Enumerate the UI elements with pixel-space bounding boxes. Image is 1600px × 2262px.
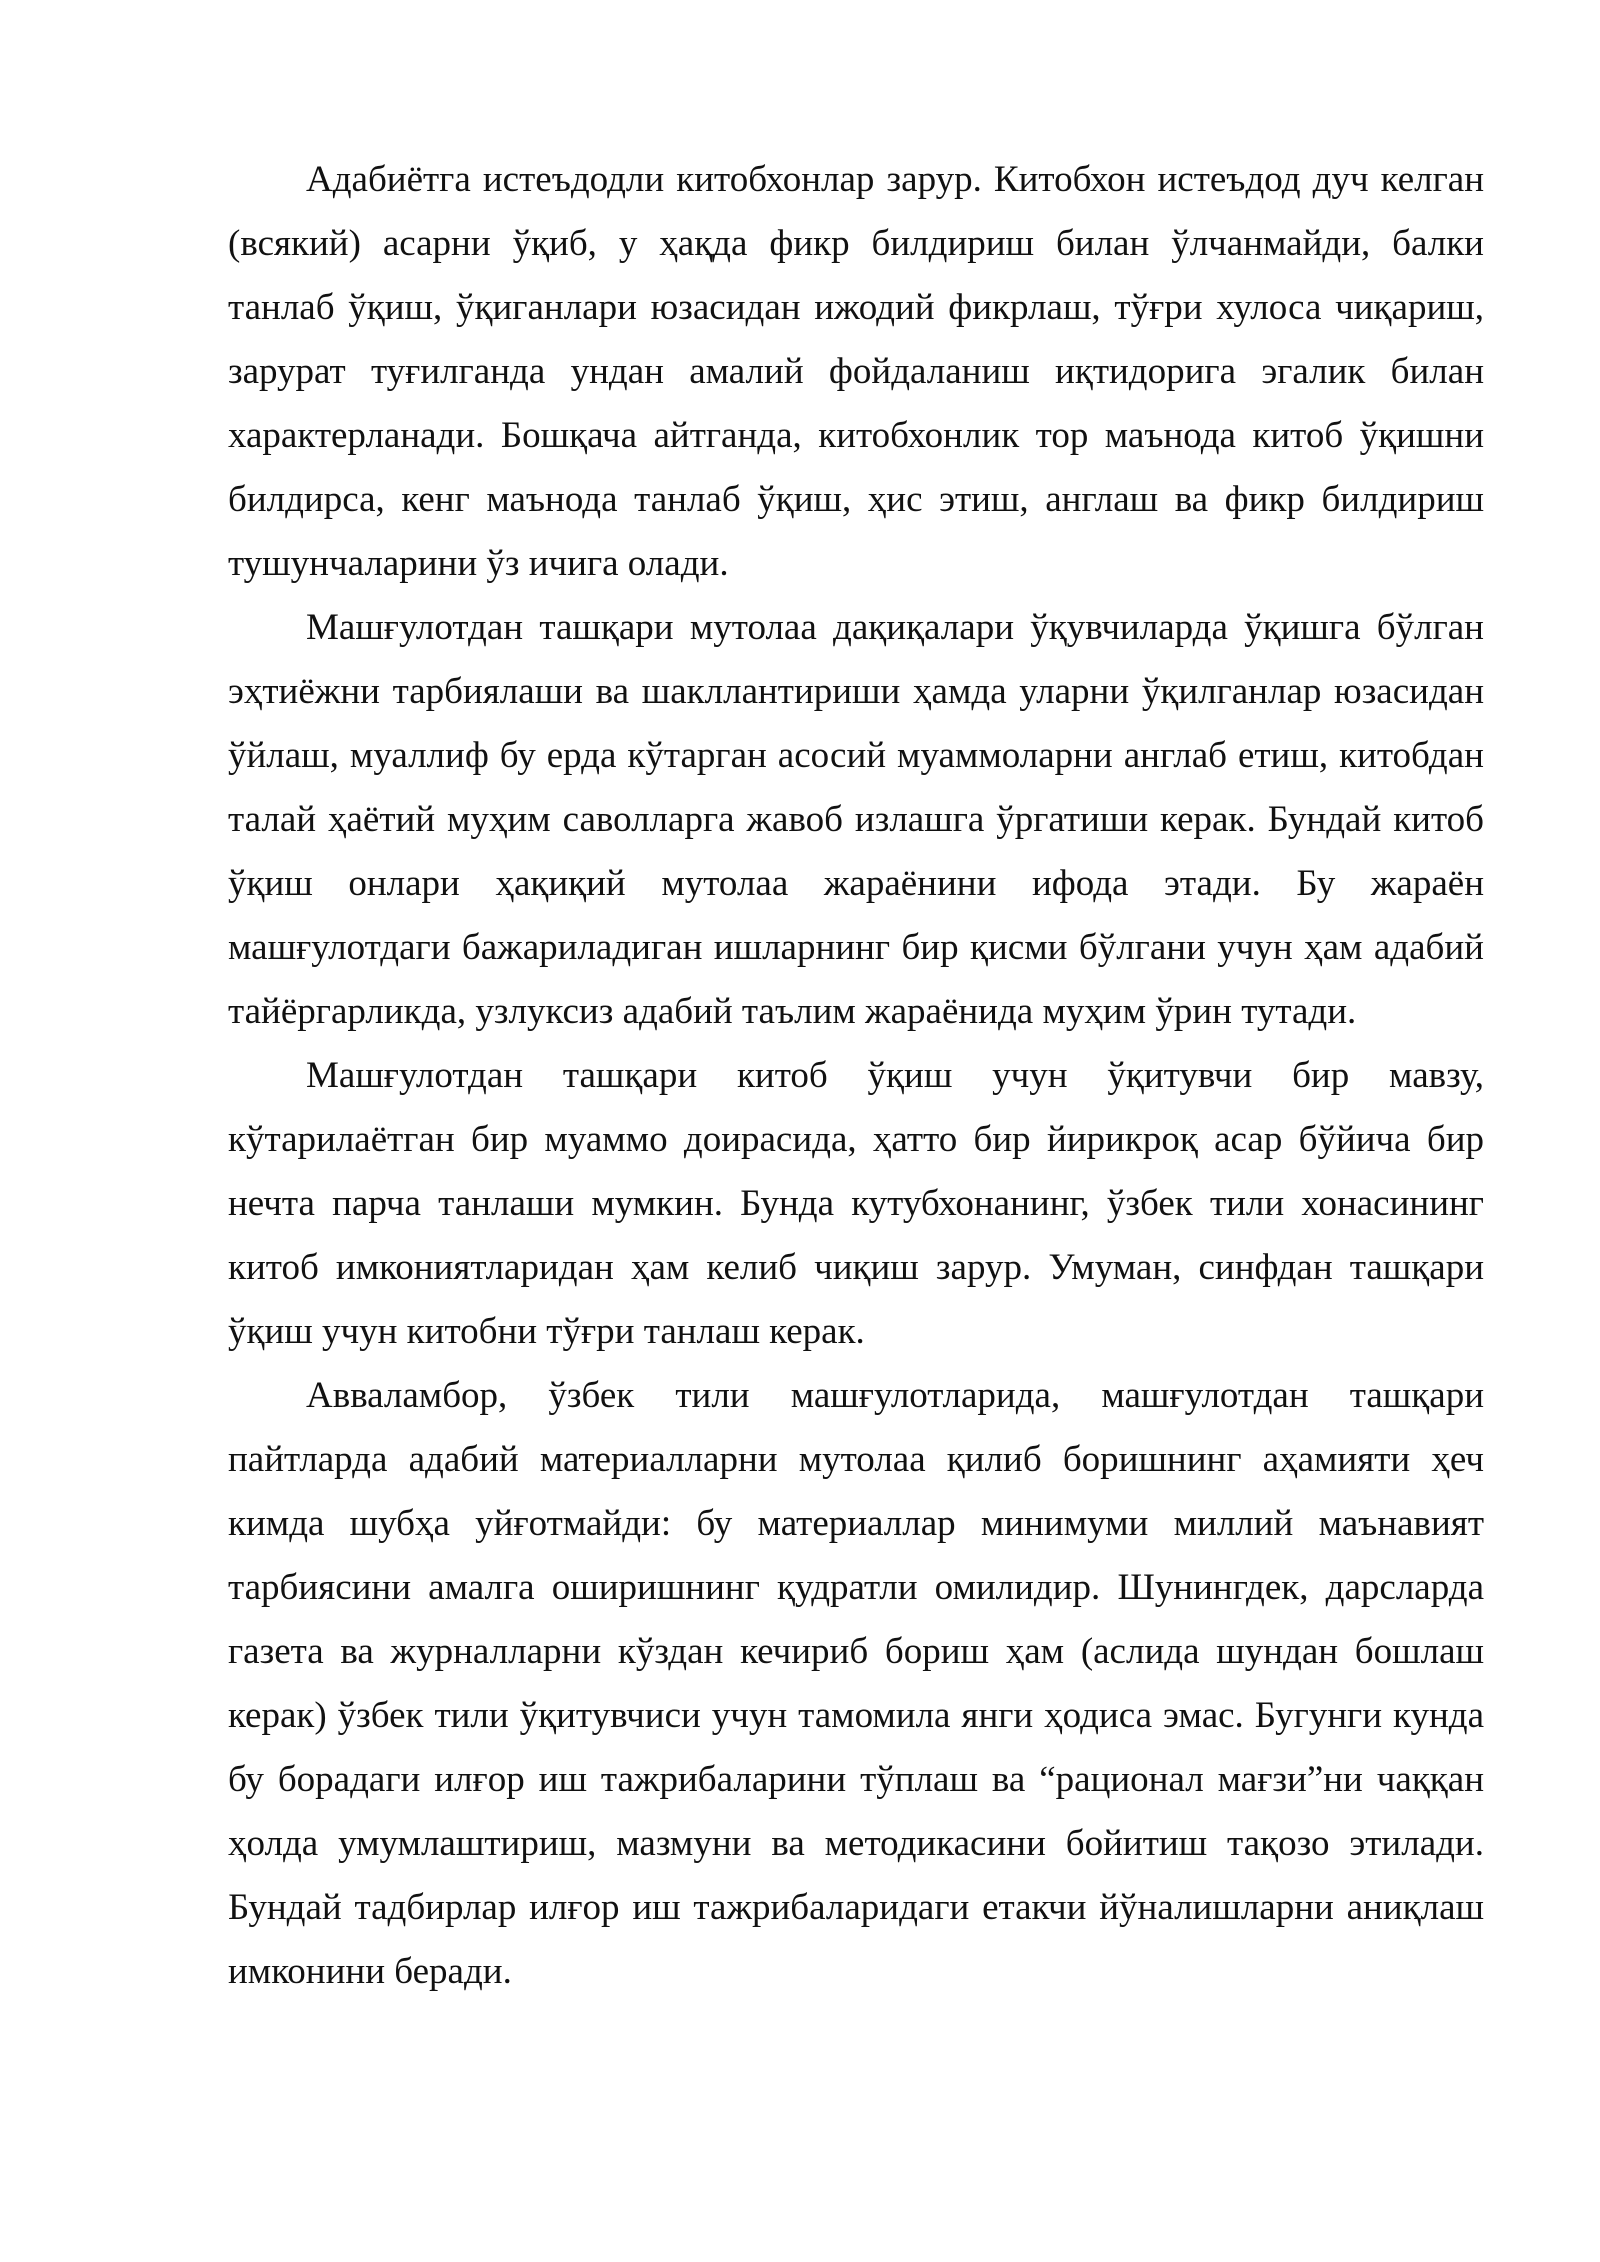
paragraph-4: Авваламбор, ўзбек тили машғулотларида, машғулотдан ташқари пайтларда адабий материалларни мутолаа қилиб боришнинг аҳамияти ҳеч кимда шубҳа уйғотмайди: бу материаллар минимуми миллий маънавият тарбиясини амалга оширишнинг қудратли омилидир. Шунингдек, дарсларда газета ва журналларни кўздан кечириб бориш ҳам (аслида шундан бошлаш керак) ўзбек тили ўқитувчиси учун тамомила янги ҳодиса эмас. Бугунги кунда бу борадаги илғор иш тажрибаларини тўплаш ва “рационал мағзи”ни чаққан ҳолда умумлаштириш, мазмуни ва методикасини бойитиш тақозо этилади. Бундай тадбирлар илғор иш тажрибаларидаги етакчи йўналишларни аниқлаш имконини беради. (228, 1375, 1484, 1992)
document-body (228, 148, 1484, 2004)
paragraph-2: Машғулотдан ташқари мутолаа дақиқалари ўқувчиларда ўқишга бўлган эҳтиёжни тарбиялаши ва шакллантириши ҳамда уларни ўқилганлар юзасидан ўйлаш, муаллиф бу ерда кўтарган асосий муаммоларни англаб етиш, китобдан талай ҳаётий муҳим саволларга жавоб излашга ўргатиши керак. Бундай китоб ўқиш онлари ҳақиқий мутолаа жараёнини ифода этади. Бу жараён машғулотдаги бажариладиган ишларнинг бир қисми бўлгани учун ҳам адабий тайёргарликда, узлуксиз адабий таълим жараёнида муҳим ўрин тутади. (228, 607, 1484, 1032)
paragraph-1: Адабиётга истеъдодли китобхонлар зарур. Китобхон истеъдод дуч келган (всякий) асарни ўқиб, у ҳақда фикр билдириш билан ўлчанмайди, балки танлаб ўқиш, ўқиганлари юзасидан ижодий фикрлаш, тўғри хулоса чиқариш, зарурат туғилганда ундан амалий фойдаланиш иқтидорига эгалик билан характерланади. Бошқача айтганда, китобхонлик тор маънода китоб ўқишни билдирса, кенг маънода танлаб ўқиш, ҳис этиш, англаш ва фикр билдириш тушунчаларини ўз ичига олади. (228, 159, 1484, 584)
paragraph-3: Машғулотдан ташқари китоб ўқиш учун ўқитувчи бир мавзу, кўтарилаётган бир муаммо доирасида, ҳатто бир йирикроқ асар бўйича бир нечта парча танлаши мумкин. Бунда кутубхонанинг, ўзбек тили хонасининг китоб имкониятларидан ҳам келиб чиқиш зарур. Умуман, синфдан ташқари ўқиш учун китобни тўғри танлаш керак. (228, 1055, 1484, 1352)
